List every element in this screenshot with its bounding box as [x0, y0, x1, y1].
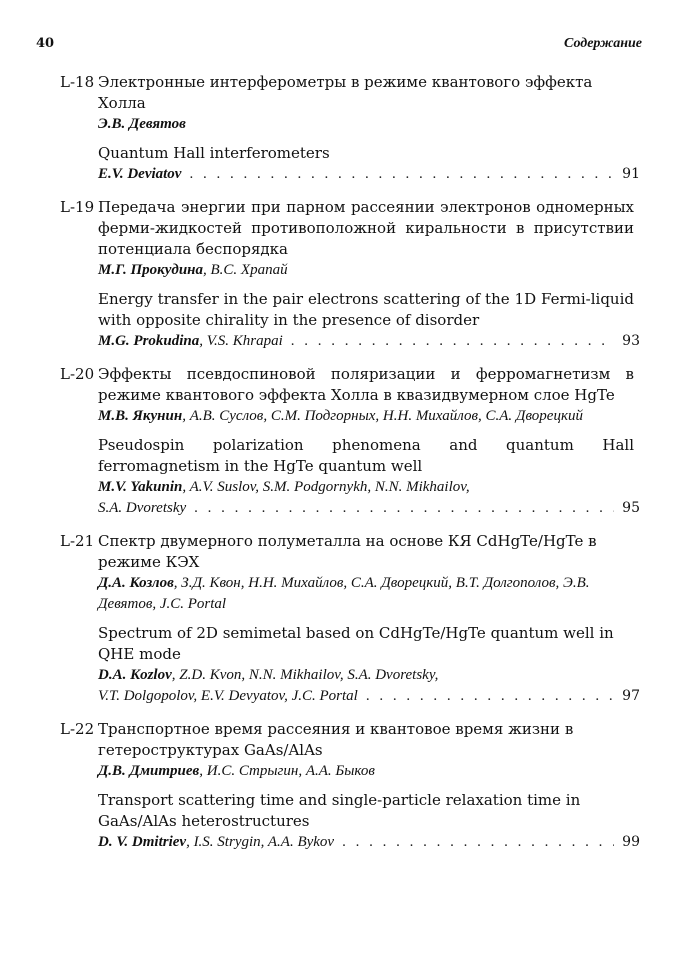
ru-lead-author: Д.В. Дмитриев [98, 763, 200, 779]
en-authors-line [98, 832, 640, 853]
entry-code: L-19 [60, 198, 95, 216]
ru-other-authors: , З.Д. Квон, Н.Н. Михайлов, С.А. Дворецкий, В.Т. Долгополов, Э.В. Девятов, J.C. Portal [98, 575, 590, 612]
dot-leader [291, 331, 614, 352]
dot-leader [189, 164, 614, 185]
en-other-authors: , A.V. Suslov, S.M. Podgornykh, N.N. Mikhailov, [182, 479, 470, 495]
en-title: Transport scattering time and single-particle relaxation time in GaAs/AlAs heterostructures [98, 791, 581, 830]
en-authors-first-line [98, 665, 640, 686]
page-reference[interactable]: 99 [622, 834, 640, 850]
page-number: 40 [36, 36, 55, 51]
en-title: Quantum Hall interferometers [98, 144, 330, 162]
ru-title: Транспортное время рассеяния и квантовое время жизни в гетероструктурах GaAs/AlAs [98, 720, 574, 759]
en-authors-line [98, 164, 640, 185]
en-lead-author: D.A. Kozlov [98, 667, 172, 683]
ru-title: Спектр двумерного полуметалла на основе КЯ CdHgTe/HgTe в режиме КЭХ [98, 532, 597, 571]
ru-other-authors: , А.В. Суслов, С.М. Подгорных, Н.Н. Михайлов, С.А. Дворецкий [182, 408, 583, 424]
en-authors-line [98, 498, 640, 519]
page-reference[interactable]: 97 [622, 688, 640, 704]
en-title: Spectrum of 2D semimetal based on CdHgTe/HgTe quantum well in QHE mode [98, 624, 614, 663]
en-other-authors: , Z.D. Kvon, N.N. Mikhailov, S.A. Dvoretsky, [171, 667, 439, 683]
dot-leader [194, 498, 614, 519]
en-lead-author: E.V. Deviatov [98, 166, 182, 182]
ru-authors [98, 761, 640, 782]
running-header [36, 36, 642, 58]
ru-title: Эффекты псевдоспиновой поляризации и ферромагнетизм в режиме квантового эффекта Холла в квазидвумерном слое HgTe [98, 365, 634, 404]
en-authors-last: S.A. Dvoretsky [98, 500, 187, 516]
dot-leader [366, 686, 614, 707]
ru-lead-author: Э.В. Девятов [98, 116, 186, 132]
ru-authors [98, 114, 640, 135]
page-reference[interactable]: 93 [622, 333, 640, 349]
ru-title: Электронные интерферометры в режиме квантового эффекта Холла [98, 73, 593, 112]
en-lead-author: M.G. Prokudina [98, 333, 200, 349]
en-authors-last: V.T. Dolgopolov, E.V. Devyatov, J.C. Portal [98, 688, 358, 704]
en-title: Pseudospin polarization phenomena and quantum Hall ferromagnetism in the HgTe quantum well [98, 436, 634, 475]
contents-entry [60, 531, 640, 707]
page-reference[interactable]: 91 [622, 166, 640, 182]
contents-entry [60, 197, 640, 352]
ru-title: Передача энергии при парном рассеянии электронов одномерных ферми-жидкостей противоположной киральности в присутствии потенциала беспорядка [98, 198, 634, 258]
dot-leader [342, 832, 614, 853]
en-authors-line [98, 686, 640, 707]
ru-authors [98, 260, 640, 281]
entry-code: L-20 [60, 365, 95, 383]
contents-entry [60, 364, 640, 519]
en-lead-author: D. V. Dmitriev [98, 834, 187, 850]
ru-authors [98, 573, 640, 615]
ru-lead-author: М.В. Якунин [98, 408, 183, 424]
en-other-authors: , I.S. Strygin, A.A. Bykov [186, 834, 335, 850]
en-authors-first-line [98, 477, 640, 498]
entry-code: L-18 [60, 73, 95, 91]
section-title: Содержание [564, 36, 642, 51]
contents-entry [60, 72, 640, 185]
page-reference[interactable]: 95 [622, 500, 640, 516]
entry-code: L-22 [60, 720, 95, 738]
contents-entry [60, 719, 640, 853]
ru-authors [98, 406, 640, 427]
ru-other-authors: , И.С. Стрыгин, А.А. Быков [199, 763, 375, 779]
en-other-authors: , V.S. Khrapai [199, 333, 283, 349]
contents-list [60, 72, 640, 865]
entry-code: L-21 [60, 532, 95, 550]
ru-other-authors: , В.С. Храпай [203, 262, 288, 278]
en-lead-author: M.V. Yakunin [98, 479, 183, 495]
ru-lead-author: М.Г. Прокудина [98, 262, 204, 278]
en-title: Energy transfer in the pair electrons scattering of the 1D Fermi-liquid with opposite chirality in the presence of disorder [98, 290, 634, 329]
en-authors-line [98, 331, 640, 352]
ru-lead-author: Д.А. Козлов [98, 575, 174, 591]
